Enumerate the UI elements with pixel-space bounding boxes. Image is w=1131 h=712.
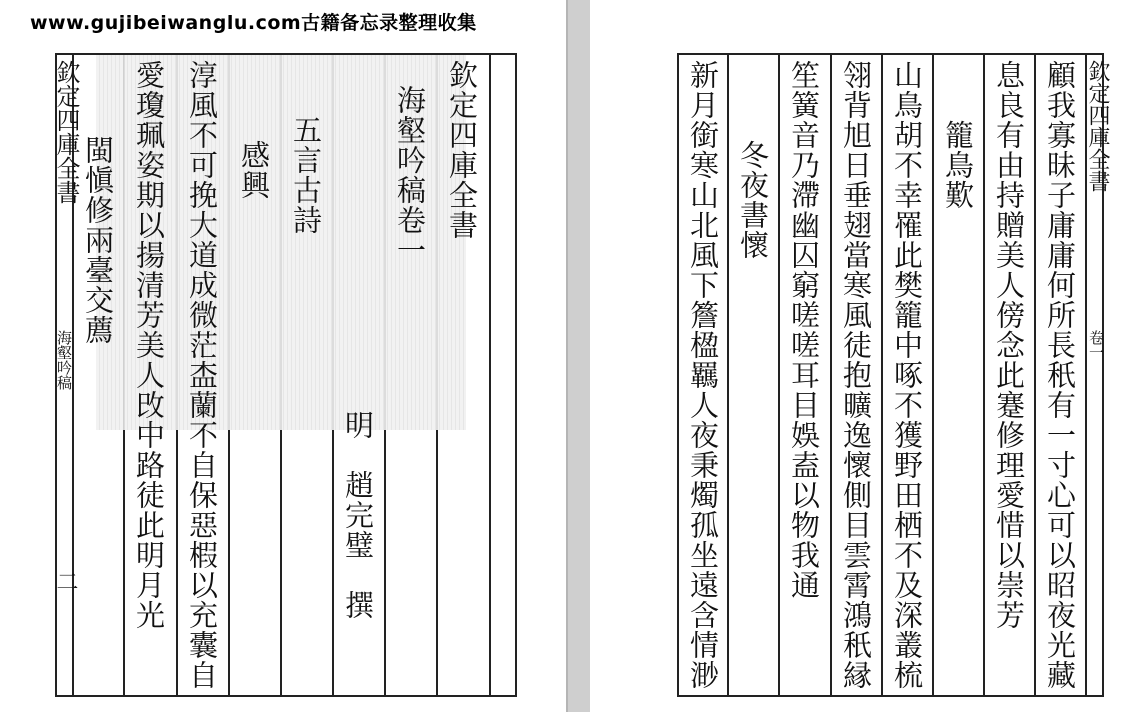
watermark: www.gujibeiwanglu.com古籍备忘录整理收集	[30, 12, 477, 34]
margin-book-title: 欽定四庫全書	[1085, 60, 1110, 192]
text-column-annotation: 閩愼修兩臺交薦	[81, 135, 115, 345]
text-column-author: 明 趙完璧 撰	[341, 410, 375, 620]
column-rule	[881, 53, 883, 697]
page-border-bottom	[677, 695, 1103, 697]
text-column-poem-title: 感興	[237, 140, 271, 200]
text-column: 愛瓊珮姿期以揚清芳美人攺中路徒此明月光	[132, 60, 166, 630]
column-rule	[830, 53, 832, 697]
text-column-poem-title: 籠鳥歎	[941, 120, 975, 210]
page-edge	[677, 53, 679, 697]
gutter	[566, 0, 590, 712]
column-rule	[932, 53, 934, 697]
column-rule	[727, 53, 729, 697]
text-column: 笙簧音乃滯幽囚窮嗟嗟耳目娛盍以物我通	[787, 60, 821, 600]
page-edge	[515, 53, 517, 697]
text-column: 新月銜寒山北風下簷楹羈人夜秉燭孤坐遠含情渺	[686, 60, 720, 690]
margin-page-number: 二	[53, 570, 78, 592]
text-column: 顧我寡昧子庸庸何所長秖有一寸心可以昭夜光藏	[1043, 60, 1077, 690]
text-column-volume-title: 海壑吟稿卷一	[393, 85, 427, 265]
margin-volume-number: 卷一	[1087, 330, 1105, 360]
column-rule	[983, 53, 985, 697]
text-column-book-title: 欽定四庫全書	[445, 60, 479, 240]
margin-book-name: 海壑吟稿	[55, 330, 73, 390]
margin-book-title: 欽定四庫全書	[52, 60, 80, 204]
page-border-top	[677, 53, 1103, 55]
gutter-edge	[566, 0, 568, 712]
column-rule	[778, 53, 780, 697]
text-column: 山鳥胡不幸罹此樊籠中啄不獲野田栖不及深叢梳	[890, 60, 924, 690]
column-rule	[1034, 53, 1036, 697]
text-column: 淳風不可挽大道成微茫㭗蘭不自保惡椵以充囊自	[185, 60, 219, 690]
left-page	[0, 40, 566, 712]
text-column-section-heading: 五言古詩	[289, 115, 323, 235]
text-column: 翎背旭日垂翅當寒風徒抱曠逸懷側目雲霄鴻秖縁	[839, 60, 873, 690]
column-rule	[489, 53, 491, 697]
text-column-poem-title: 冬夜書懷	[736, 140, 770, 260]
right-page	[590, 40, 1131, 712]
text-column: 息良有由持贈美人傍念此蹇修理愛惜以崇芳	[992, 60, 1026, 630]
